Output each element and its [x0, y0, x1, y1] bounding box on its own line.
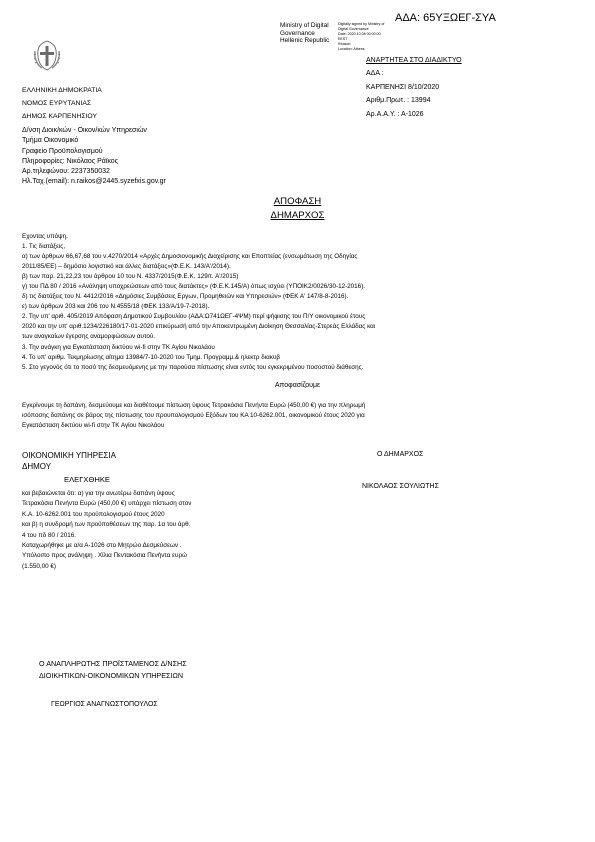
header-right: ΑΝΑΡΤΗΤΕΑ ΣΤΟ ΔΙΑΔΙΚΤΥΟ ΑΔΑ : ΚΑΡΠΕΝΗΣΙ 8/10/2020 Αριθμ.Πρωτ. : 13994 Αρ.Α.Α.Υ. : Α-1026	[366, 54, 462, 121]
decision-title: ΑΠΟΦΑΣΗ	[273, 196, 322, 207]
mayor-label: Ο ΔΗΜΑΡΧΟΣ	[377, 451, 424, 458]
signature-name: Ministry of Digital Governance Hellenic Republic	[280, 22, 330, 45]
checked-label: ΕΛΕΓΧΘΗΚΕ	[64, 475, 110, 484]
decide-label: Αποφασίζουμε	[274, 382, 321, 389]
posted-online-label: ΑΝΑΡΤΗΤΕΑ ΣΤΟ ΔΙΑΔΙΚΤΥΟ	[366, 57, 462, 64]
deputy-director: Ο ΑΝΑΠΛΗΡΩΤΗΣ ΠΡΟΪΣΤΑΜΕΝΟΣ Δ/ΝΣΗΣ ΔΙΟΙΚΗΤΙΚΩΝ-ΟΙΚΟΝΟΜΙΚΩΝ ΥΠΗΡΕΣΙΩΝ	[39, 659, 187, 680]
department-info: Δ/νση Διοικ/κών - Οικον/κών Υπηρεσιών Τμήμα Οικονομικό Γραφείο Προϋπολογισμού Πληροφορίες: Νικόλαος Ράϊκος Αρ.τηλεφώνου: 2237350032 Ηλ.Ταχ.(email): n.raikos@2445.syzefxis.gov.gr	[22, 127, 166, 186]
considerations: Εχοντας υπόψη, 1. Τις διατάξεις, α) των άρθρων 66,67,68 του ν.4270/2014 «Αρχές Δημοσιονομικής Διαχείρισης και Εποπτείας (ενσωμάτωση της Οδηγίας 2011/85/ΕΕ) – δημόσιο λογιστικό και άλλες διατάξεις»(Φ.Ε.Κ. 143/Α'/2014). β) των παρ. 21,22,23 του άρθρου 10 του Ν. 4337/2015(Φ.Ε.Κ. 129/τ. Α'/2015) γ) του ΠΔ 80 / 2016 «Ανάληψη υποχρεώσεων από τους διατάκτες» (Φ.Ε.Κ.145/Α) όπως ισχύει (ΥΠΟΙΚ2/0026/30-12-2016). δ) τις διατάξεις του Ν. 4412/2016 «Δημόσιες Συμβάσεις Εργων, Προμηθειών και Υπηρεσιών» (ΦΕΚ Α' 147/8-8-2016). ε) των άρθρων 203 και 206 του Ν.4555/18 (ΦΕΚ 133/Α/19-7-2018). 2. Την υπ' αριθ. 405/2019 Απόφαση Δημοτικού Συμβουλίου (ΑΔΑ:Ω741ΩΕΓ-4ΨΜ) περί ψήφισης του Π/Υ οικονομικού έτους 2020 και την υπ' αριθ.1234/226180/17-01-2020 επικύρωσή από την Αποκεντρωμένη Διοίκηση Θεσσαλίας-Στερεάς Ελλάδας και των αναγκαίων έγερσης αναμορφώσεων αυτού. 3. Την ανάγκη για Εγκατάσταση δικτύου wi-fi στην ΤΚ Αγίου Νικολάου 4. Το υπ' αριθμ. Τεκμηρίωσης αίτημα 13984/7-10-2020 του Τμημ. Προγραμμ.& ηλεκτρ διακυβ 5. Στο γεγονός ότι το ποσό της δεσμευόμενης με την παρούσα πίστωσης είναι εντός του εγκεκριμένου ποσοστού διάθεσης.	[22, 233, 376, 371]
hellenic-emblem-icon	[29, 37, 65, 73]
mayor-name: ΝΙΚΟΛΑΟΣ ΣΟΥΛΙΩΤΗΣ	[362, 483, 439, 490]
header-left: ΕΛΛΗΝΙΚΗ ΔΗΜΟΚΡΑΤΙΑ ΝΟΜΟΣ ΕΥΡΥΤΑΝΙΑΣ ΔΗΜΟΣ ΚΑΡΠΕΝΗΣΙΟΥ	[22, 87, 102, 120]
economic-office: ΟΙΚΟΝΟΜΙΚΗ ΥΠΗΡΕΣΙΑ ΔΗΜΟΥ	[22, 451, 116, 471]
signature-details: Digitally signed by Ministry of Digital Governance Date: 2020.10.08 00:00:00 EEST Reason: Location: Athens	[338, 22, 385, 51]
deputy-name: ΓΕΩΡΓΙΟΣ ΑΝΑΓΝΩΣΤΟΠΟΥΛΟΣ	[51, 701, 158, 708]
issuer-title: ΔΗΜΑΡΧΟΣ	[270, 210, 325, 221]
decision-text: Εγκρίνουμε τη δαπάνη, δεσμεύουμε και διαθέτουμε πίστωση ύψους Τετρακόσια Πενήντα Ευρώ (450,00 €) για την πληρωμή ισόποσης δαπάνης σε βάρος της πίστωσης του προυπολογισμού Εξόδων του ΚΑ 10-6262.001, οικονομικού έτους 2020 για Εγκατάσταση δικτύου wi-fi στην ΤΚ Αγίου Νικολάου	[22, 402, 366, 430]
checked-text: και βεβαιώνεται ότι: α) για την ανωτέρω δαπάνη ύψους Τετρακόσια Πενήντα Ευρώ (450,00 €) υπάρχει πίστωση στον Κ.Α. 10-6262.001 του προϋπολογισμού έτους 2020 και β) η συνδρομή των προϋποθέσεων της παρ. 1α του άρθ. 4 του πδ 80 / 2016. Καταχωρήθηκε με α/α Α-1026 στο Μητρώο Δεσμεύσεων . Υπόλοιπο προς ανάληψη . Χίλια Πεντακόσια Πενήντα ευρώ (1.550,00 €)	[22, 490, 192, 570]
ada-code: ΑΔΑ: 65ΥΞΩΕΓ-ΣΥΑ	[395, 12, 496, 24]
